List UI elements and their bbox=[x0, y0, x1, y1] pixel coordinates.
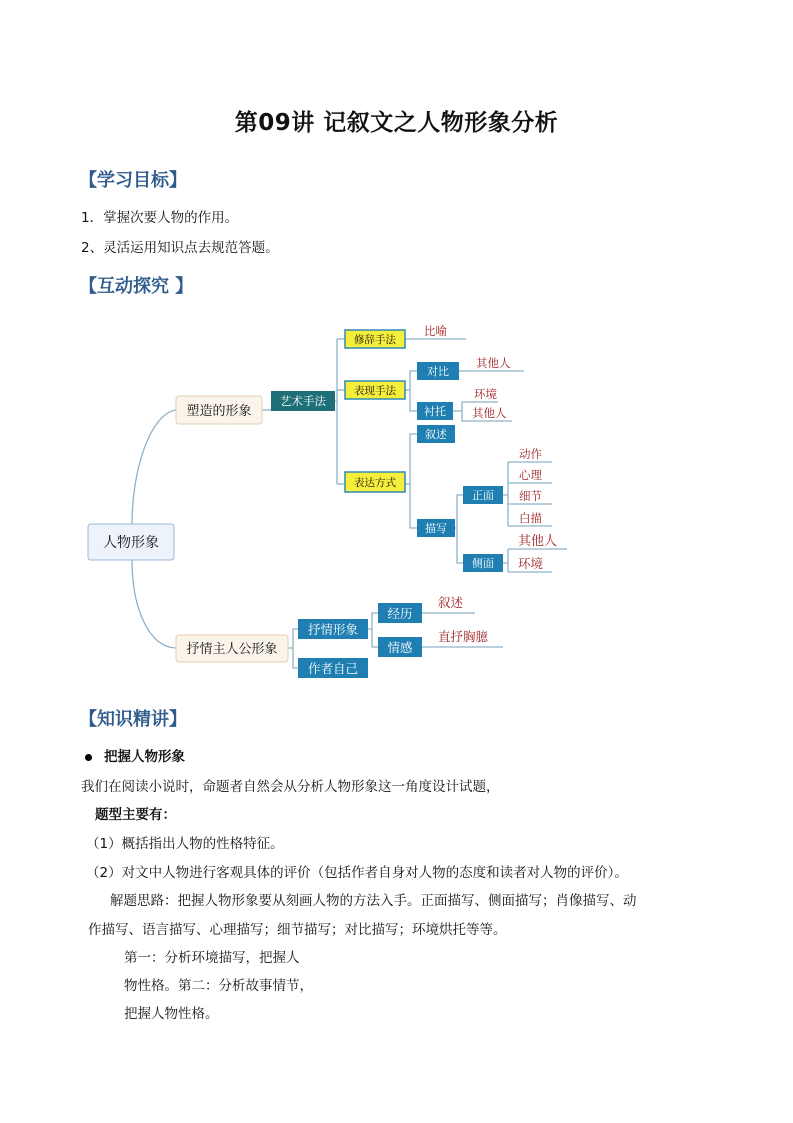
node-direct bbox=[463, 486, 503, 504]
node-lyric bbox=[176, 635, 288, 662]
svg-text:人物形象: 人物形象 bbox=[103, 535, 159, 551]
node-mode bbox=[345, 472, 405, 492]
leaf-detail: 细节 bbox=[519, 489, 542, 503]
node-express bbox=[345, 381, 405, 399]
leaf-simile: 比喻 bbox=[424, 324, 447, 338]
section-heading-knowledge: 【知识精讲】 bbox=[79, 709, 187, 730]
knowledge-line-8: 物性格。第二：分析故事情节， bbox=[124, 978, 313, 994]
knowledge-line-1: 我们在阅读小说时，命题者自然会从分析人物形象这一角度设计试题， bbox=[81, 779, 500, 795]
svg-text:作者自己: 作者自己 bbox=[307, 661, 359, 676]
leaf-side-env: 环境 bbox=[518, 556, 544, 571]
svg-text:艺术手法: 艺术手法 bbox=[280, 394, 326, 408]
knowledge-line-5: 解题思路：把握人物形象要从刻画人物的方法入手。正面描写、侧面描写；肖像描写、动 bbox=[110, 893, 637, 909]
goal-item-2: 2、灵活运用知识点去规范答题。 bbox=[81, 240, 279, 256]
leaf-foil-env: 环境 bbox=[474, 387, 497, 401]
node-narrate bbox=[417, 425, 455, 443]
node-lyric-image bbox=[298, 619, 368, 639]
node-experience bbox=[378, 603, 422, 623]
section-heading-explore: 【互动探究 】 bbox=[79, 276, 194, 297]
node-shape bbox=[176, 396, 262, 424]
leaf-foil-other: 其他人 bbox=[472, 406, 507, 420]
bullet-icon bbox=[85, 754, 92, 761]
svg-text:表现手法: 表现手法 bbox=[354, 385, 396, 397]
svg-text:情感: 情感 bbox=[387, 640, 413, 655]
knowledge-line-2: 题型主要有： bbox=[95, 807, 176, 823]
node-contrast bbox=[417, 362, 459, 380]
node-author bbox=[298, 658, 368, 678]
leaf-contrast-other: 其他人 bbox=[476, 356, 511, 370]
knowledge-line-3: （1）概括指出人物的性格特征。 bbox=[86, 836, 284, 852]
node-art bbox=[271, 391, 335, 411]
node-emotion bbox=[378, 637, 422, 657]
leaf-emo-direct: 直抒胸臆 bbox=[438, 629, 489, 644]
knowledge-line-4: （2）对文中人物进行客观具体的评价（包括作者自身对人物的态度和读者对人物的评价）。 bbox=[86, 865, 628, 881]
svg-text:正面: 正面 bbox=[472, 489, 494, 502]
knowledge-line-9: 把握人物性格。 bbox=[124, 1006, 219, 1022]
node-describe bbox=[417, 519, 455, 537]
svg-text:修辞手法: 修辞手法 bbox=[354, 334, 396, 346]
svg-text:对比: 对比 bbox=[427, 365, 449, 378]
node-rhetoric bbox=[345, 330, 405, 348]
knowledge-line-7: 第一：分析环境描写，把握人 bbox=[124, 950, 300, 966]
leaf-action: 动作 bbox=[519, 447, 542, 461]
svg-text:抒情形象: 抒情形象 bbox=[307, 622, 359, 637]
knowledge-line-6: 作描写、语言描写、心理描写；细节描写；对比描写；环境烘托等等。 bbox=[88, 922, 507, 938]
node-foil bbox=[417, 402, 453, 420]
node-root bbox=[88, 524, 174, 560]
leaf-side-other: 其他人 bbox=[518, 534, 558, 549]
node-side bbox=[463, 554, 503, 572]
svg-text:叙述: 叙述 bbox=[425, 428, 447, 441]
svg-text:经历: 经历 bbox=[387, 606, 413, 621]
goal-item-1: 1．掌握次要人物的作用。 bbox=[81, 210, 239, 226]
svg-text:侧面: 侧面 bbox=[472, 557, 494, 570]
svg-text:描写: 描写 bbox=[425, 522, 447, 535]
svg-text:表达方式: 表达方式 bbox=[354, 477, 396, 489]
page-title: 第09讲 记叙文之人物形象分析 bbox=[234, 110, 559, 136]
leaf-mind: 心理 bbox=[519, 468, 542, 482]
leaf-exp-narrate: 叙述 bbox=[438, 595, 464, 610]
svg-text:塑造的形象: 塑造的形象 bbox=[186, 404, 252, 419]
svg-text:抒情主人公形象: 抒情主人公形象 bbox=[186, 642, 278, 657]
knowledge-heading: 把握人物形象 bbox=[104, 749, 185, 765]
leaf-plain: 白描 bbox=[519, 511, 542, 525]
svg-text:衬托: 衬托 bbox=[424, 405, 446, 418]
section-heading-goals: 【学习目标】 bbox=[79, 170, 187, 191]
